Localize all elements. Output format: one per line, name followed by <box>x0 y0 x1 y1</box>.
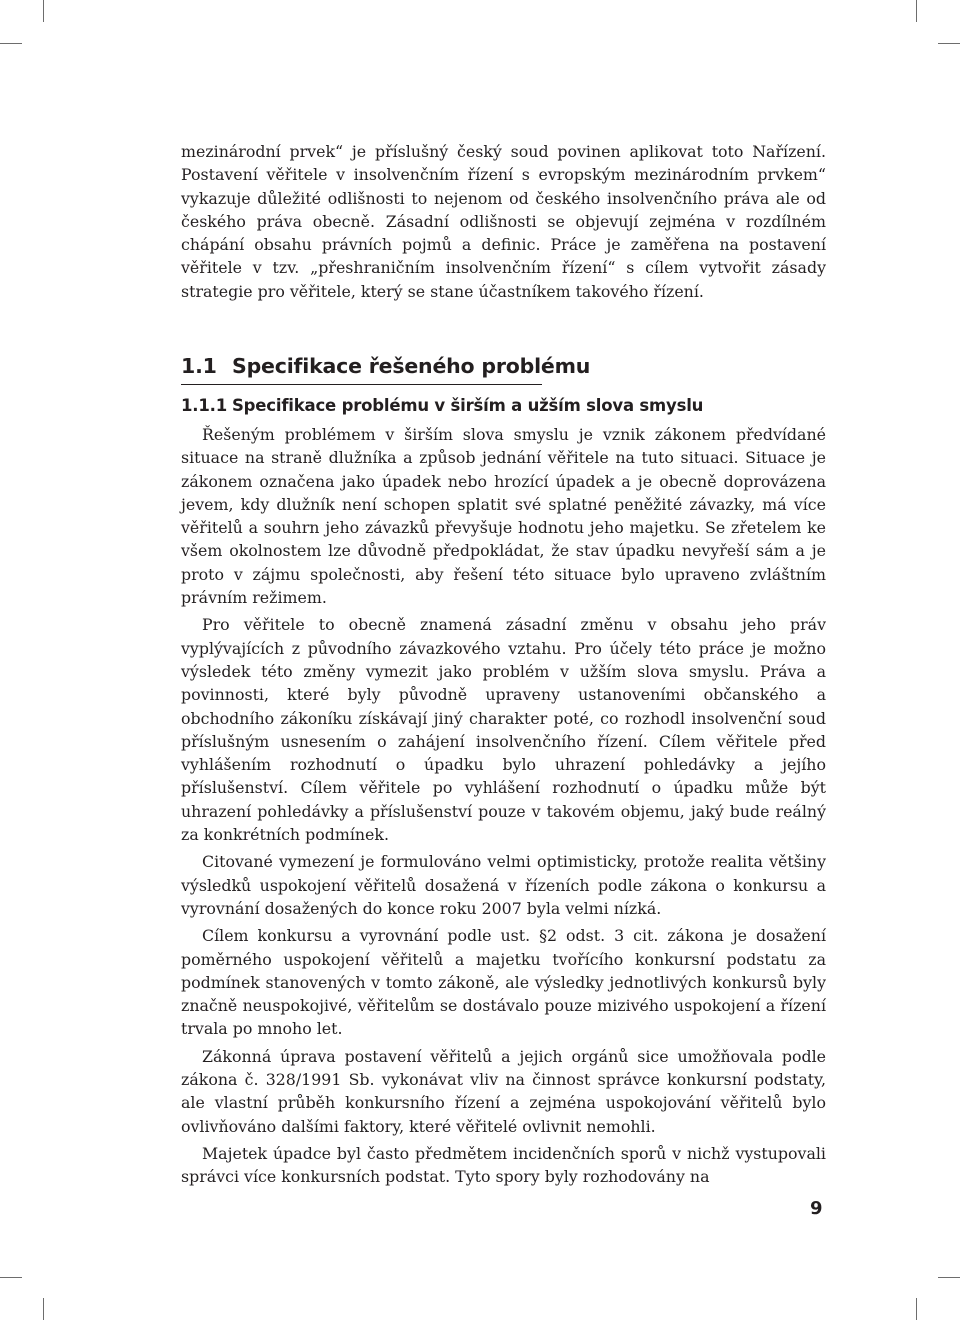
subsection-number: 1.1.1 <box>181 396 227 415</box>
body-paragraph: Pro věřitele to obecně znamená zásadní změnu v obsahu jeho práv vyplývajících z původního závazkového vztahu. Pro účely této práce je možno výsledek této změny vymezit jako problém v užším slova smyslu. Práva a povinnosti, které byly původně upraveny ustanoveními občanského a obchodního zákoníku získávají jiný charakter poté, co rozhodl insolvenční soud příslušným usnesením o zahájení insolvenčního řízení. Cílem věřitele před vyhlášením rozhodnutí o úpadku bylo uhrazení pohledávky a jejího příslušenství. Cílem věřitele po vyhlášení rozhodnutí o úpadku může být uhrazení pohledávky a příslušenství pouze v takovém objemu, jaký bude reálný za konkrétních podmínek. <box>181 615 826 845</box>
section-title: Specifikace řešeného problému <box>232 354 591 378</box>
crop-mark-top-left-v <box>43 0 44 22</box>
section-number: 1.1 <box>181 354 217 378</box>
body-text <box>181 423 826 1189</box>
intro-paragraph: mezinárodní prvek“ je příslušný český soud povinen aplikovat toto Nařízení. Postavení věřitele v insolvenčním řízení s evropským mezinárodním prvkem“ vykazuje důležité odlišnosti to nejenom od českého insolvenčního práva ale od českého práva obecně. Zásadní odlišnosti se objevují zejména v rozdílném chápání obsahu právních pojmů a definic. Práce je zaměřena na postavení věřitele v tzv. „přeshraničním insolvenčním řízení“ s cílem vytvořit zásady strategie pro věřitele, který se stane účastníkem takového řízení. <box>181 142 826 301</box>
crop-mark-bottom-left-h <box>0 1277 22 1278</box>
intro-block <box>181 140 826 303</box>
crop-mark-top-right-v <box>916 0 917 22</box>
body-paragraph: Citované vymezení je formulováno velmi optimisticky, protože realita většiny výsledků uspokojení věřitelů dosažená v řízeních podle zákona o konkursu a vyrovnání dosažených do konce roku 2007 byla velmi nízká. <box>181 852 826 918</box>
crop-mark-top-left-h <box>0 43 22 44</box>
crop-mark-top-right-h <box>938 43 960 44</box>
crop-mark-bottom-right-v <box>916 1298 917 1320</box>
crop-mark-bottom-left-v <box>43 1298 44 1320</box>
page-number: 9 <box>810 1198 823 1219</box>
subsection-title: Specifikace problému v širším a užším slova smyslu <box>232 396 704 415</box>
section-heading <box>181 353 591 385</box>
crop-mark-bottom-right-h <box>938 1277 960 1278</box>
body-paragraph: Majetek úpadce byl často předmětem incidenčních sporů v nichž vystupovali správci více konkursních podstat. Tyto spory byly rozhodovány na <box>181 1143 826 1187</box>
subsection-heading <box>181 395 703 417</box>
body-paragraph: Zákonná úprava postavení věřitelů a jejich orgánů sice umožňovala podle zákona č. 328/1991 Sb. vykonávat vliv na činnost správce konkursní podstaty, ale vlastní průběh konkursního řízení a zejména uspokojování věřitelů bylo ovlivňováno dalšími faktory, které věřitelé ovlivnit nemohli. <box>181 1046 826 1136</box>
body-paragraph: Řešeným problémem v širším slova smyslu je vznik zákonem předvídané situace na straně dlužníka a způsob jednání věřitele na tuto situaci. Situace je zákonem označena jako úpadek nebo hrozící úpadek a je obecně doprovázena jevem, kdy dlužník není schopen splatit své splatné peněžité závazky, má více věřitelů a souhrn jeho závazků převyšuje hodnotu jeho majetku. Se zřetelem ke všem okolnostem lze důvodně předpokládat, že stav úpadku nevyřeší sám a je proto v zájmu společnosti, aby řešení této situace bylo upraveno zvláštním právním režimem. <box>181 425 826 608</box>
body-paragraph: Cílem konkursu a vyrovnání podle ust. §2 odst. 3 cit. zákona je dosažení poměrného uspokojení věřitelů a majetku tvořícího konkursní podstatu za podmínek stanovených v tomto zákoně, ale výsledky jednotlivých konkursů byly značně neuspokojivé, věřitelům se dostávalo pouze mizivého uspokojení a řízení trvala po mnoho let. <box>181 926 826 1039</box>
